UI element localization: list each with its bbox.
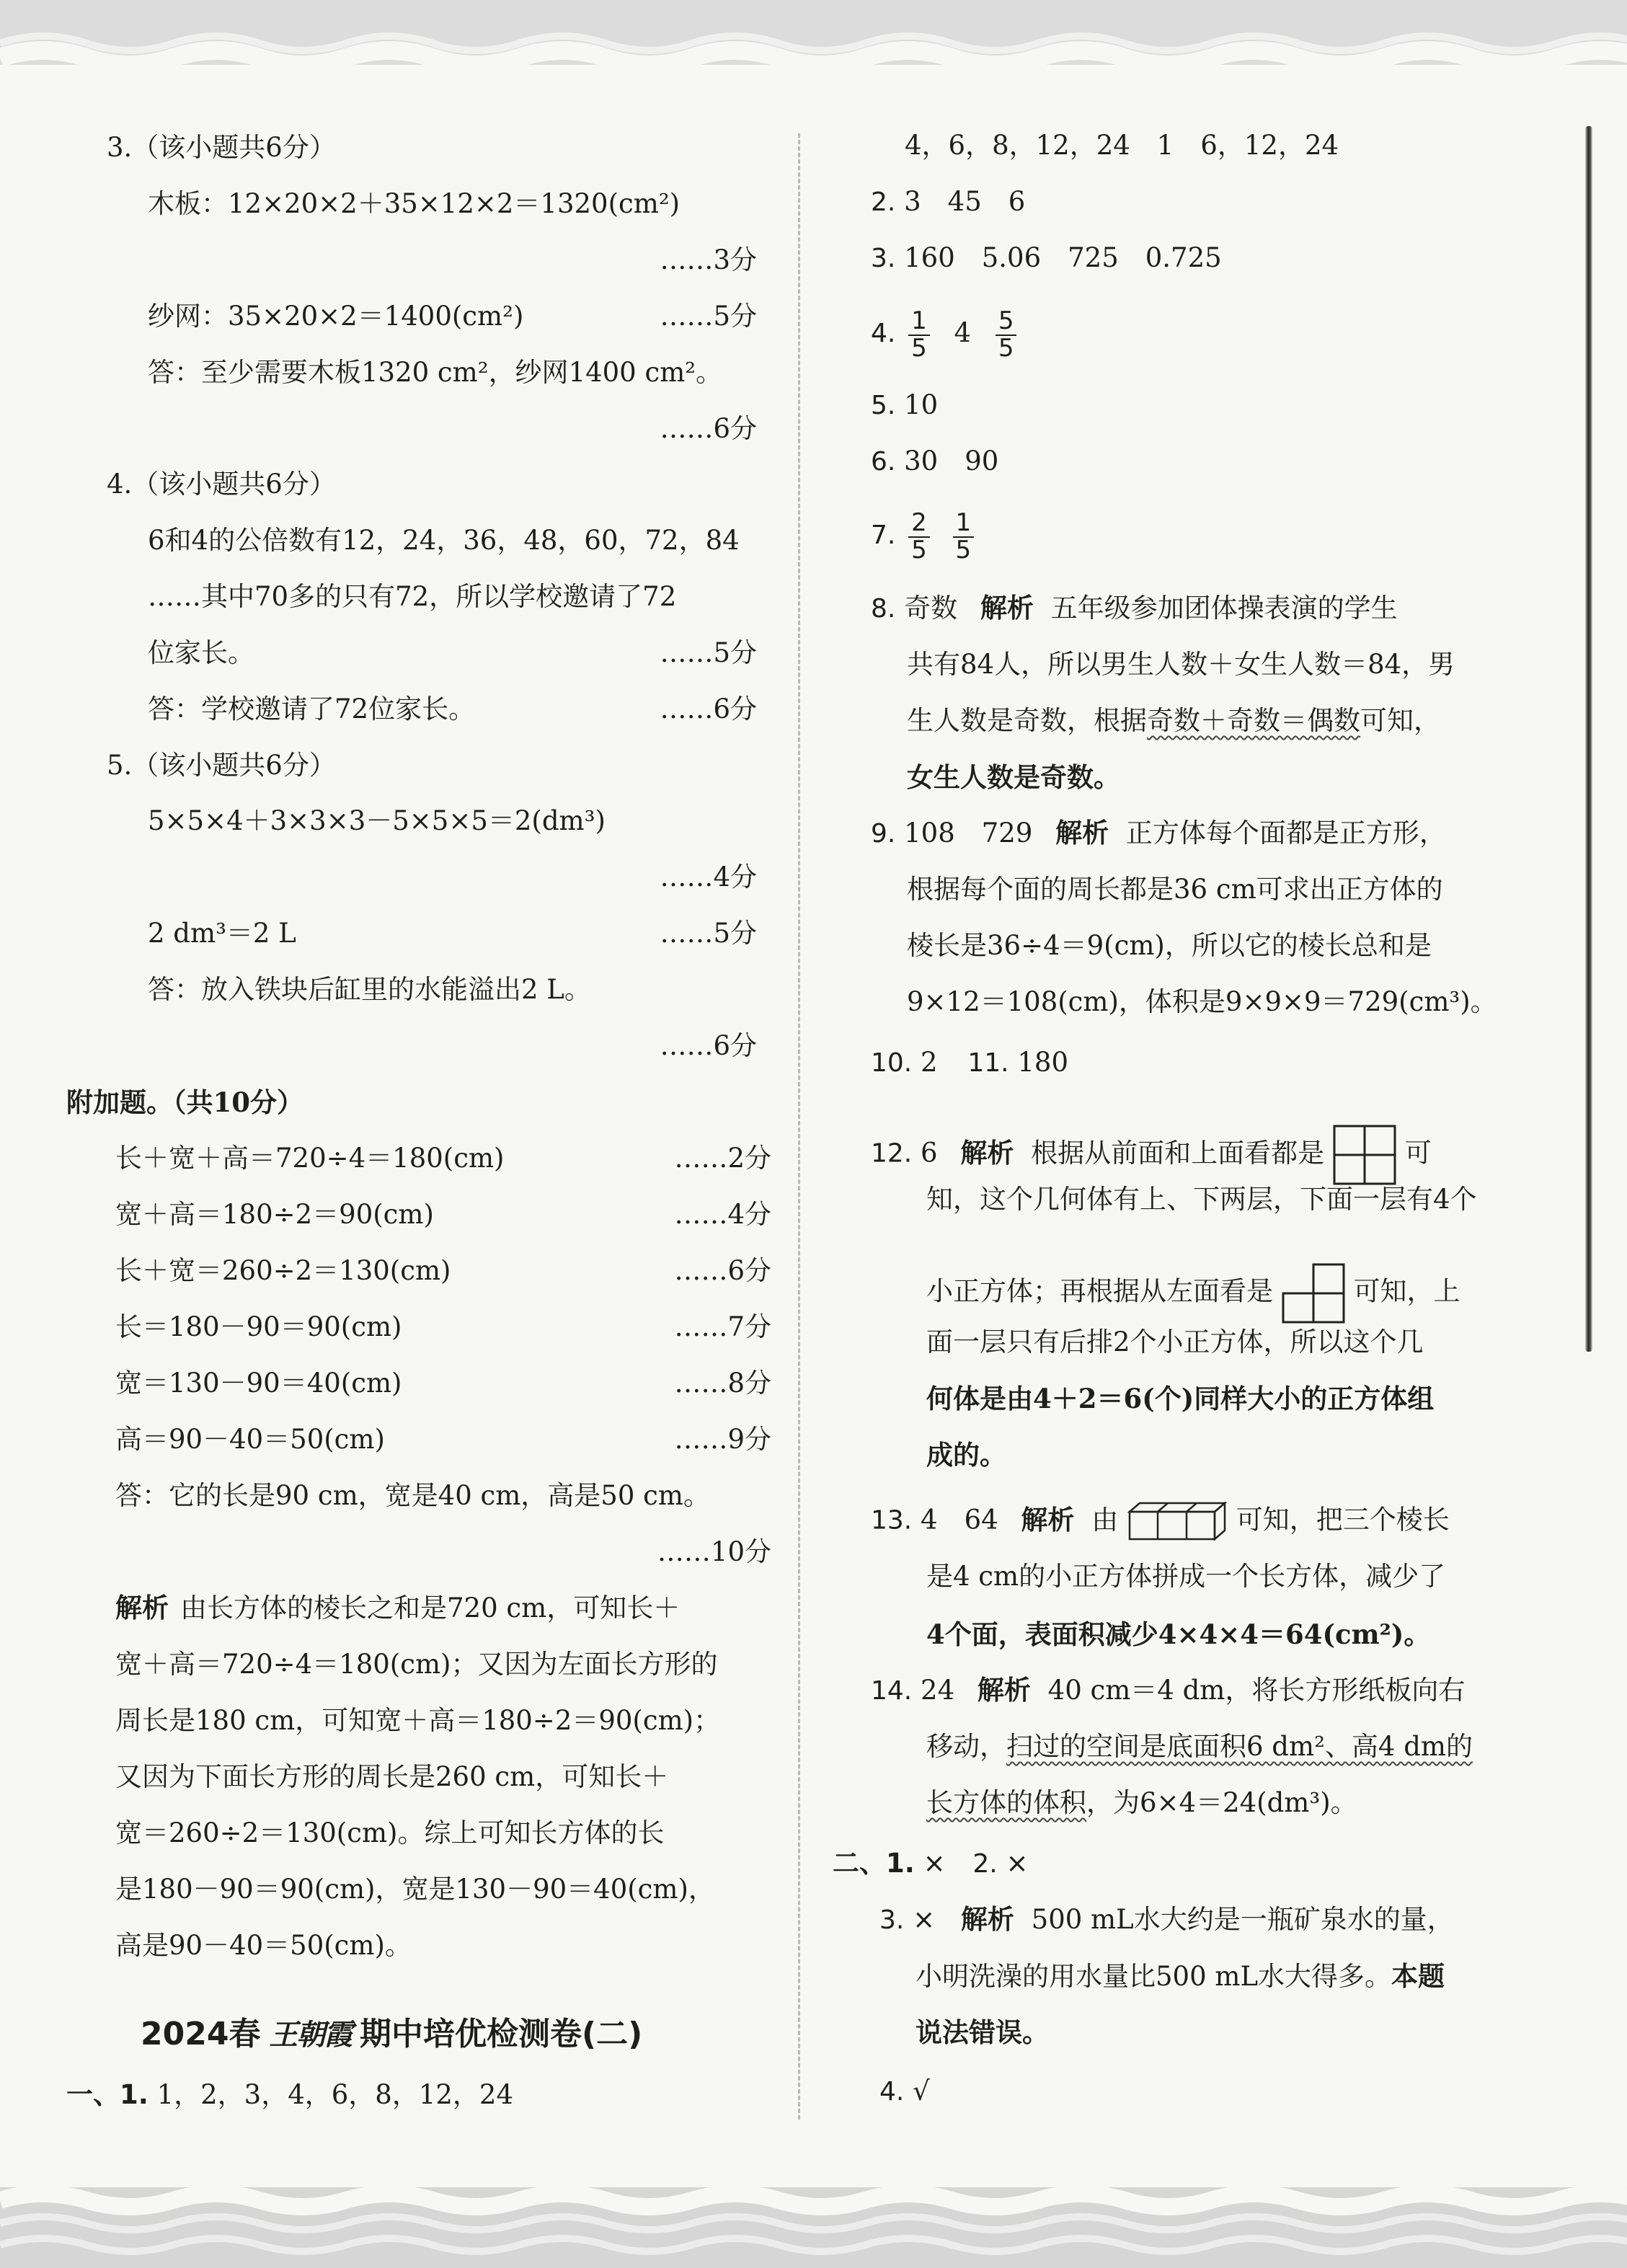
r-q3 [871, 242, 1222, 275]
r-q13-line1 [871, 1502, 1450, 1542]
r-q12-text: 可 [1404, 1137, 1432, 1169]
bonus-step-points: ……9分 [674, 1424, 771, 1455]
r-q14-line3 [926, 1787, 1357, 1819]
r-q14-text: 移动， [926, 1731, 1006, 1762]
r-q8-conclusion: 女生人数是奇数。 [907, 761, 1120, 793]
r-q8-text: 五年级参加团体操表演的学生 [1050, 593, 1398, 624]
numerator: 1 [953, 510, 975, 538]
r-q9-line2: 根据每个面的周长都是36 cm可求出正方体的 [907, 874, 1443, 905]
r-q14-key-text: 长方体的体积 [926, 1787, 1086, 1818]
r-q14-num: 14. [871, 1676, 913, 1706]
r-q9-num: 9. [871, 819, 896, 849]
q3-points-1: ……3分 [660, 244, 757, 275]
bonus-step-text: 长＋宽＝260÷2＝130(cm) [115, 1255, 451, 1286]
r-q4-answer-2: 4 [954, 317, 972, 348]
bonus-analysis-line: 周长是180 cm，可知宽＋高＝180÷2＝90(cm)； [115, 1705, 721, 1736]
r-q8-line3 [907, 705, 1440, 737]
section1-q1 [66, 2079, 513, 2111]
r-q12-line4: 面一层只有后排2个小正方体，所以这个几 [926, 1326, 1424, 1357]
q5-points-1: ……4分 [660, 861, 757, 892]
q4-header: 4.（该小题共6分） [107, 469, 336, 500]
section1-label: 一、1. [66, 2079, 148, 2110]
r-q9-line1 [871, 818, 1446, 850]
r-q9-line4: 9×12＝108(cm)，体积是9×9×9＝729(cm³)。 [907, 986, 1497, 1017]
bonus-step-text: 长＝180－90＝90(cm) [115, 1311, 402, 1342]
exam-title-suffix: 期中培优检测卷(二) [360, 2016, 643, 2052]
section2-q3-answer: × [913, 1904, 936, 1935]
r-q13-line3: 4个面，表面积减少4×4×4＝64(cm²)。 [926, 1618, 1431, 1650]
bonus-analysis-line: 又因为下面长方形的周长是260 cm，可知长＋ [115, 1761, 669, 1792]
bonus-analysis-line: 是180－90＝90(cm)，宽是130－90＝40(cm)， [115, 1874, 715, 1905]
q5-points-3: ……6分 [660, 1030, 757, 1061]
section2-q1-q2 [833, 1848, 1029, 1880]
denominator: 5 [955, 535, 972, 564]
section2-q3-num: 3. [879, 1905, 905, 1935]
section1-q1-answer: 1，2，3，4，6，8，12，24 [156, 2079, 513, 2110]
numerator: 1 [908, 309, 930, 336]
section2-q4-answer: √ [913, 2076, 930, 2107]
top-wave-border [0, 0, 1627, 72]
q5-line1: 5×5×4＋3×3×3－5×5×5＝2(dm³) [148, 805, 606, 836]
bonus-step-text: 长＋宽＋高＝720÷4＝180(cm) [115, 1143, 505, 1174]
section2-q3-line1 [879, 1904, 1454, 1936]
bonus-analysis-line: 宽＝260÷2＝130(cm)。综上可知长方体的长 [115, 1817, 665, 1848]
r-q14-text: ，为6×4＝24(dm³)。 [1086, 1787, 1357, 1818]
section2-q2-num: 2. [972, 1849, 998, 1879]
r-q2-answer: 3 45 6 [904, 186, 1026, 217]
bonus-analysis-line: 高是90－40＝50(cm)。 [115, 1930, 412, 1961]
q3-points-3: ……6分 [660, 413, 757, 444]
q4-points-1: ……5分 [660, 637, 757, 668]
q5-answer: 答：放入铁块后缸里的水能溢出2 L。 [148, 974, 591, 1005]
r-q1-continued: 4，6，8，12，24 1 6，12，24 [905, 130, 1339, 161]
r-q12-analysis-label: 解析 [960, 1137, 1014, 1169]
r-q7-fraction-1 [908, 510, 930, 563]
r-q8-text: 可知， [1360, 705, 1440, 736]
r-q5 [871, 389, 938, 422]
r-q10-answer: 2 [921, 1047, 938, 1078]
r-q13-text: 由 [1091, 1504, 1119, 1536]
r-q4 [871, 297, 1021, 370]
r-q9-analysis-label: 解析 [1055, 818, 1109, 849]
r-q5-num: 5. [871, 391, 896, 420]
r-q13-num: 13. [871, 1505, 913, 1536]
r-q12-line6: 成的。 [926, 1439, 1006, 1471]
exam-title-prefix: 2024春 [141, 2016, 261, 2052]
r-q14-line2 [926, 1731, 1473, 1763]
q4-line3: 位家长。 [148, 637, 254, 668]
bonus-analysis-line: 宽＋高＝720÷4＝180(cm)；又因为左面长方形的 [115, 1649, 718, 1680]
r-q13-answer: 4 64 [921, 1504, 998, 1536]
section2-q4-num: 4. [879, 2077, 905, 2107]
r-q2 [871, 186, 1025, 218]
section2-q3-text: 本题 [1391, 1960, 1445, 1992]
q4-line1: 6和4的公倍数有12，24，36，48，60，72，84 [148, 525, 740, 556]
r-q8-analysis-label: 解析 [980, 593, 1034, 624]
r-q4-fraction-1 [908, 306, 930, 363]
r-q13-text: 可知，把三个棱长 [1236, 1504, 1450, 1536]
r-q10-num: 10. [871, 1048, 913, 1078]
left-view-icon [1282, 1263, 1345, 1324]
r-q8-key-rule: 奇数＋奇数＝偶数 [1147, 705, 1360, 736]
q5-line2: 2 dm³＝2 L [148, 918, 296, 949]
q3-line2: 纱网：35×20×2＝1400(cm²) [148, 301, 524, 332]
bonus-step-points: ……6分 [674, 1255, 771, 1286]
r-q6-num: 6. [871, 447, 896, 477]
r-q9-line3: 棱长是36÷4＝9(cm)，所以它的棱长总和是 [907, 930, 1432, 961]
q3-header: 3.（该小题共6分） [107, 132, 336, 163]
r-q14-text: 40 cm＝4 dm，将长方形纸板向右 [1047, 1675, 1466, 1706]
r-q8-answer: 奇数 [904, 593, 958, 624]
r-q12-text: 可知，上 [1353, 1275, 1460, 1307]
page-edge-shadow [1585, 126, 1592, 1352]
bonus-points-final: ……10分 [657, 1536, 771, 1567]
numerator: 2 [908, 510, 930, 538]
q3-answer: 答：至少需要木板1320 cm²，纱网1400 cm²。 [148, 357, 723, 388]
r-q12-text: 根据从前面和上面看都是 [1031, 1137, 1325, 1169]
r-q5-answer: 10 [904, 389, 939, 420]
r-q12-line2: 知，这个几何体有上、下两层，下面一层有4个 [926, 1184, 1477, 1215]
section2-q3-analysis-label: 解析 [960, 1904, 1014, 1935]
bonus-step-points: ……2分 [674, 1143, 771, 1174]
r-q12-answer: 6 [921, 1137, 938, 1169]
r-q7-num: 7. [871, 521, 896, 550]
r-q12-line3 [926, 1263, 1460, 1324]
q5-points-2: ……5分 [660, 918, 757, 949]
q4-answer: 答：学校邀请了72位家长。 [148, 694, 476, 725]
r-q12-num: 12. [871, 1138, 913, 1169]
three-cubes-cuboid-icon [1127, 1502, 1228, 1542]
column-divider [798, 133, 800, 2119]
bonus-step-points: ……8分 [674, 1368, 771, 1399]
r-q14-answer: 24 [921, 1675, 955, 1706]
r-q8-line2: 共有84人，所以男生人数＋女生人数＝84，男 [907, 649, 1455, 680]
bonus-step-points: ……4分 [674, 1199, 771, 1230]
r-q13-line2: 是4 cm的小正方体拼成一个长方体，减少了 [926, 1561, 1446, 1592]
r-q10-q11 [871, 1047, 1068, 1079]
r-q12-line5: 何体是由4＋2＝6(个)同样大小的正方体组 [926, 1383, 1435, 1414]
section2-label: 二、1. [833, 1848, 915, 1879]
denominator: 5 [911, 535, 927, 564]
numerator: 5 [996, 309, 1017, 336]
r-q7 [871, 499, 978, 572]
q3-points-2: ……5分 [660, 301, 757, 332]
r-q9-text: 正方体每个面都是正方形， [1125, 818, 1446, 849]
section2-q2-answer: × [1006, 1848, 1029, 1879]
bonus-answer: 答：它的长是90 cm，宽是40 cm，高是50 cm。 [115, 1480, 710, 1511]
bonus-step-text: 高＝90－40＝50(cm) [115, 1424, 385, 1455]
exam-title [141, 2016, 643, 2052]
q4-line2: ……其中70多的只有72，所以学校邀请了72 [148, 581, 677, 612]
r-q7-fraction-2 [953, 510, 975, 563]
q5-header: 5.（该小题共6分） [107, 750, 336, 781]
section2-q1-answer: × [923, 1848, 946, 1879]
bonus-analysis-line: 由长方体的棱长之和是720 cm，可知长＋ [180, 1593, 680, 1624]
r-q14-analysis-label: 解析 [977, 1675, 1031, 1706]
r-q6 [871, 446, 998, 478]
r-q9-answer: 108 729 [904, 818, 1033, 849]
section2-q3-line3: 说法错误。 [916, 2016, 1049, 2048]
section2-q4 [879, 2076, 930, 2108]
bonus-analysis-label: 解析 [115, 1593, 169, 1624]
bonus-step-points: ……7分 [674, 1311, 771, 1342]
bonus-step-text: 宽＝130－90＝40(cm) [115, 1368, 402, 1399]
r-q11-num: 11. [967, 1048, 1009, 1078]
bonus-step-text: 宽＋高＝180÷2＝90(cm) [115, 1199, 434, 1230]
r-q14-line1 [871, 1675, 1465, 1707]
r-q8-num: 8. [871, 594, 896, 624]
denominator: 5 [998, 333, 1014, 363]
section2-q3-line2 [916, 1960, 1445, 1993]
r-q14-key-text: 扫过的空间是底面积6 dm²、高4 dm的 [1006, 1731, 1473, 1762]
section2-q3-text: 500 mL水大约是一瓶矿泉水的量， [1031, 1904, 1454, 1935]
front-top-view-icon [1333, 1125, 1396, 1185]
r-q12-line1 [871, 1125, 1432, 1185]
bottom-wave-border [0, 2187, 1627, 2268]
r-q11-answer: 180 [1017, 1047, 1068, 1078]
r-q3-num: 3. [871, 244, 896, 273]
brand-logo: 王朝霞 [269, 2018, 352, 2052]
r-q4-num: 4. [871, 319, 896, 348]
r-q2-num: 2. [871, 187, 896, 217]
r-q6-answer: 30 90 [904, 446, 999, 477]
q3-line1: 木板：12×20×2＋35×12×2＝1320(cm²) [148, 188, 680, 219]
r-q8-line1 [871, 593, 1398, 625]
denominator: 5 [911, 333, 927, 363]
r-q13-analysis-label: 解析 [1021, 1504, 1075, 1536]
r-q8-text: 生人数是奇数，根据 [907, 705, 1147, 736]
section2-q3-text: 小明洗澡的用水量比500 mL水大得多。 [916, 1961, 1392, 1992]
r-q4-fraction-2 [996, 306, 1017, 363]
bonus-header: 附加题。（共10分） [66, 1086, 303, 1118]
q4-points-2: ……6分 [660, 694, 757, 725]
r-q12-text: 小正方体；再根据从左面看是 [926, 1275, 1273, 1307]
r-q3-answer: 160 5.06 725 0.725 [904, 242, 1222, 273]
